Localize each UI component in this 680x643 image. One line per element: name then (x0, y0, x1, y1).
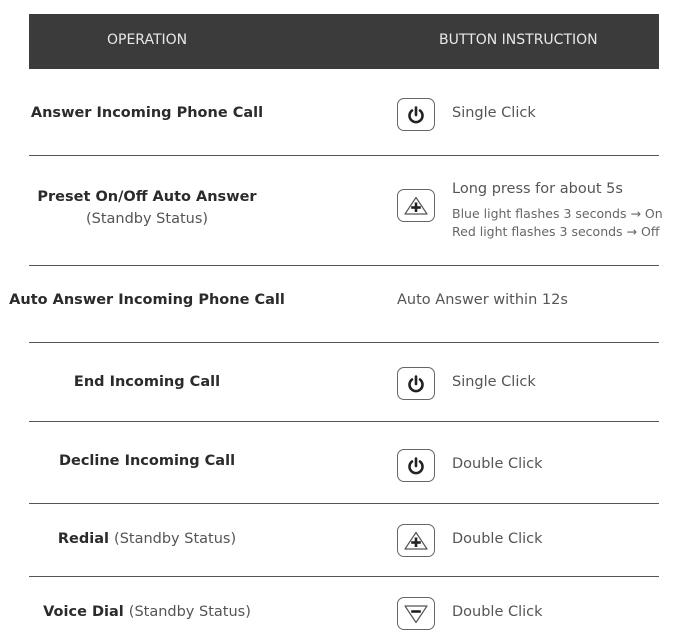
operation-label-row (0, 531, 294, 547)
plus-triangle-icon (397, 189, 435, 222)
instruction-text: Double Click (452, 531, 543, 547)
instruction-text: Long press for about 5s (452, 181, 623, 197)
header-operation: OPERATION (107, 32, 188, 48)
instruction-text: Double Click (452, 604, 543, 620)
row-divider (29, 155, 659, 156)
operation-label: Auto Answer Incoming Phone Call (9, 292, 285, 308)
row-divider (29, 576, 659, 577)
power-icon (397, 367, 435, 400)
instruction-text: Single Click (452, 374, 536, 390)
plus-triangle-icon (397, 524, 435, 557)
row-divider (29, 503, 659, 504)
instruction-text: Single Click (452, 105, 536, 121)
operation-label: Preset On/Off Auto Answer (37, 189, 257, 205)
row-divider (29, 342, 659, 343)
operation-sublabel: (Standby Status) (85, 211, 209, 227)
power-icon (397, 98, 435, 131)
instruction-text: Auto Answer within 12s (397, 292, 568, 308)
row-divider (29, 265, 659, 266)
operation-label: Voice Dial (43, 604, 124, 620)
instruction-detail-on: Blue light flashes 3 seconds → On (452, 206, 663, 221)
operation-label: Redial (57, 531, 109, 547)
row-divider (29, 421, 659, 422)
instruction-text: Double Click (452, 456, 543, 472)
operation-label: Decline Incoming Call (58, 453, 236, 469)
minus-triangle-icon (397, 597, 435, 630)
operation-label: End Incoming Call (73, 374, 221, 390)
operation-label-row (0, 604, 294, 620)
table-header (29, 14, 659, 69)
operation-sublabel: (Standby Status) (128, 604, 251, 620)
instruction-detail-off: Red light flashes 3 seconds → Off (452, 224, 660, 239)
header-button-instruction: BUTTON INSTRUCTION (439, 32, 598, 48)
operation-sublabel: (Standby Status) (114, 531, 237, 547)
power-icon (397, 449, 435, 482)
operation-label: Answer Incoming Phone Call (30, 105, 264, 121)
